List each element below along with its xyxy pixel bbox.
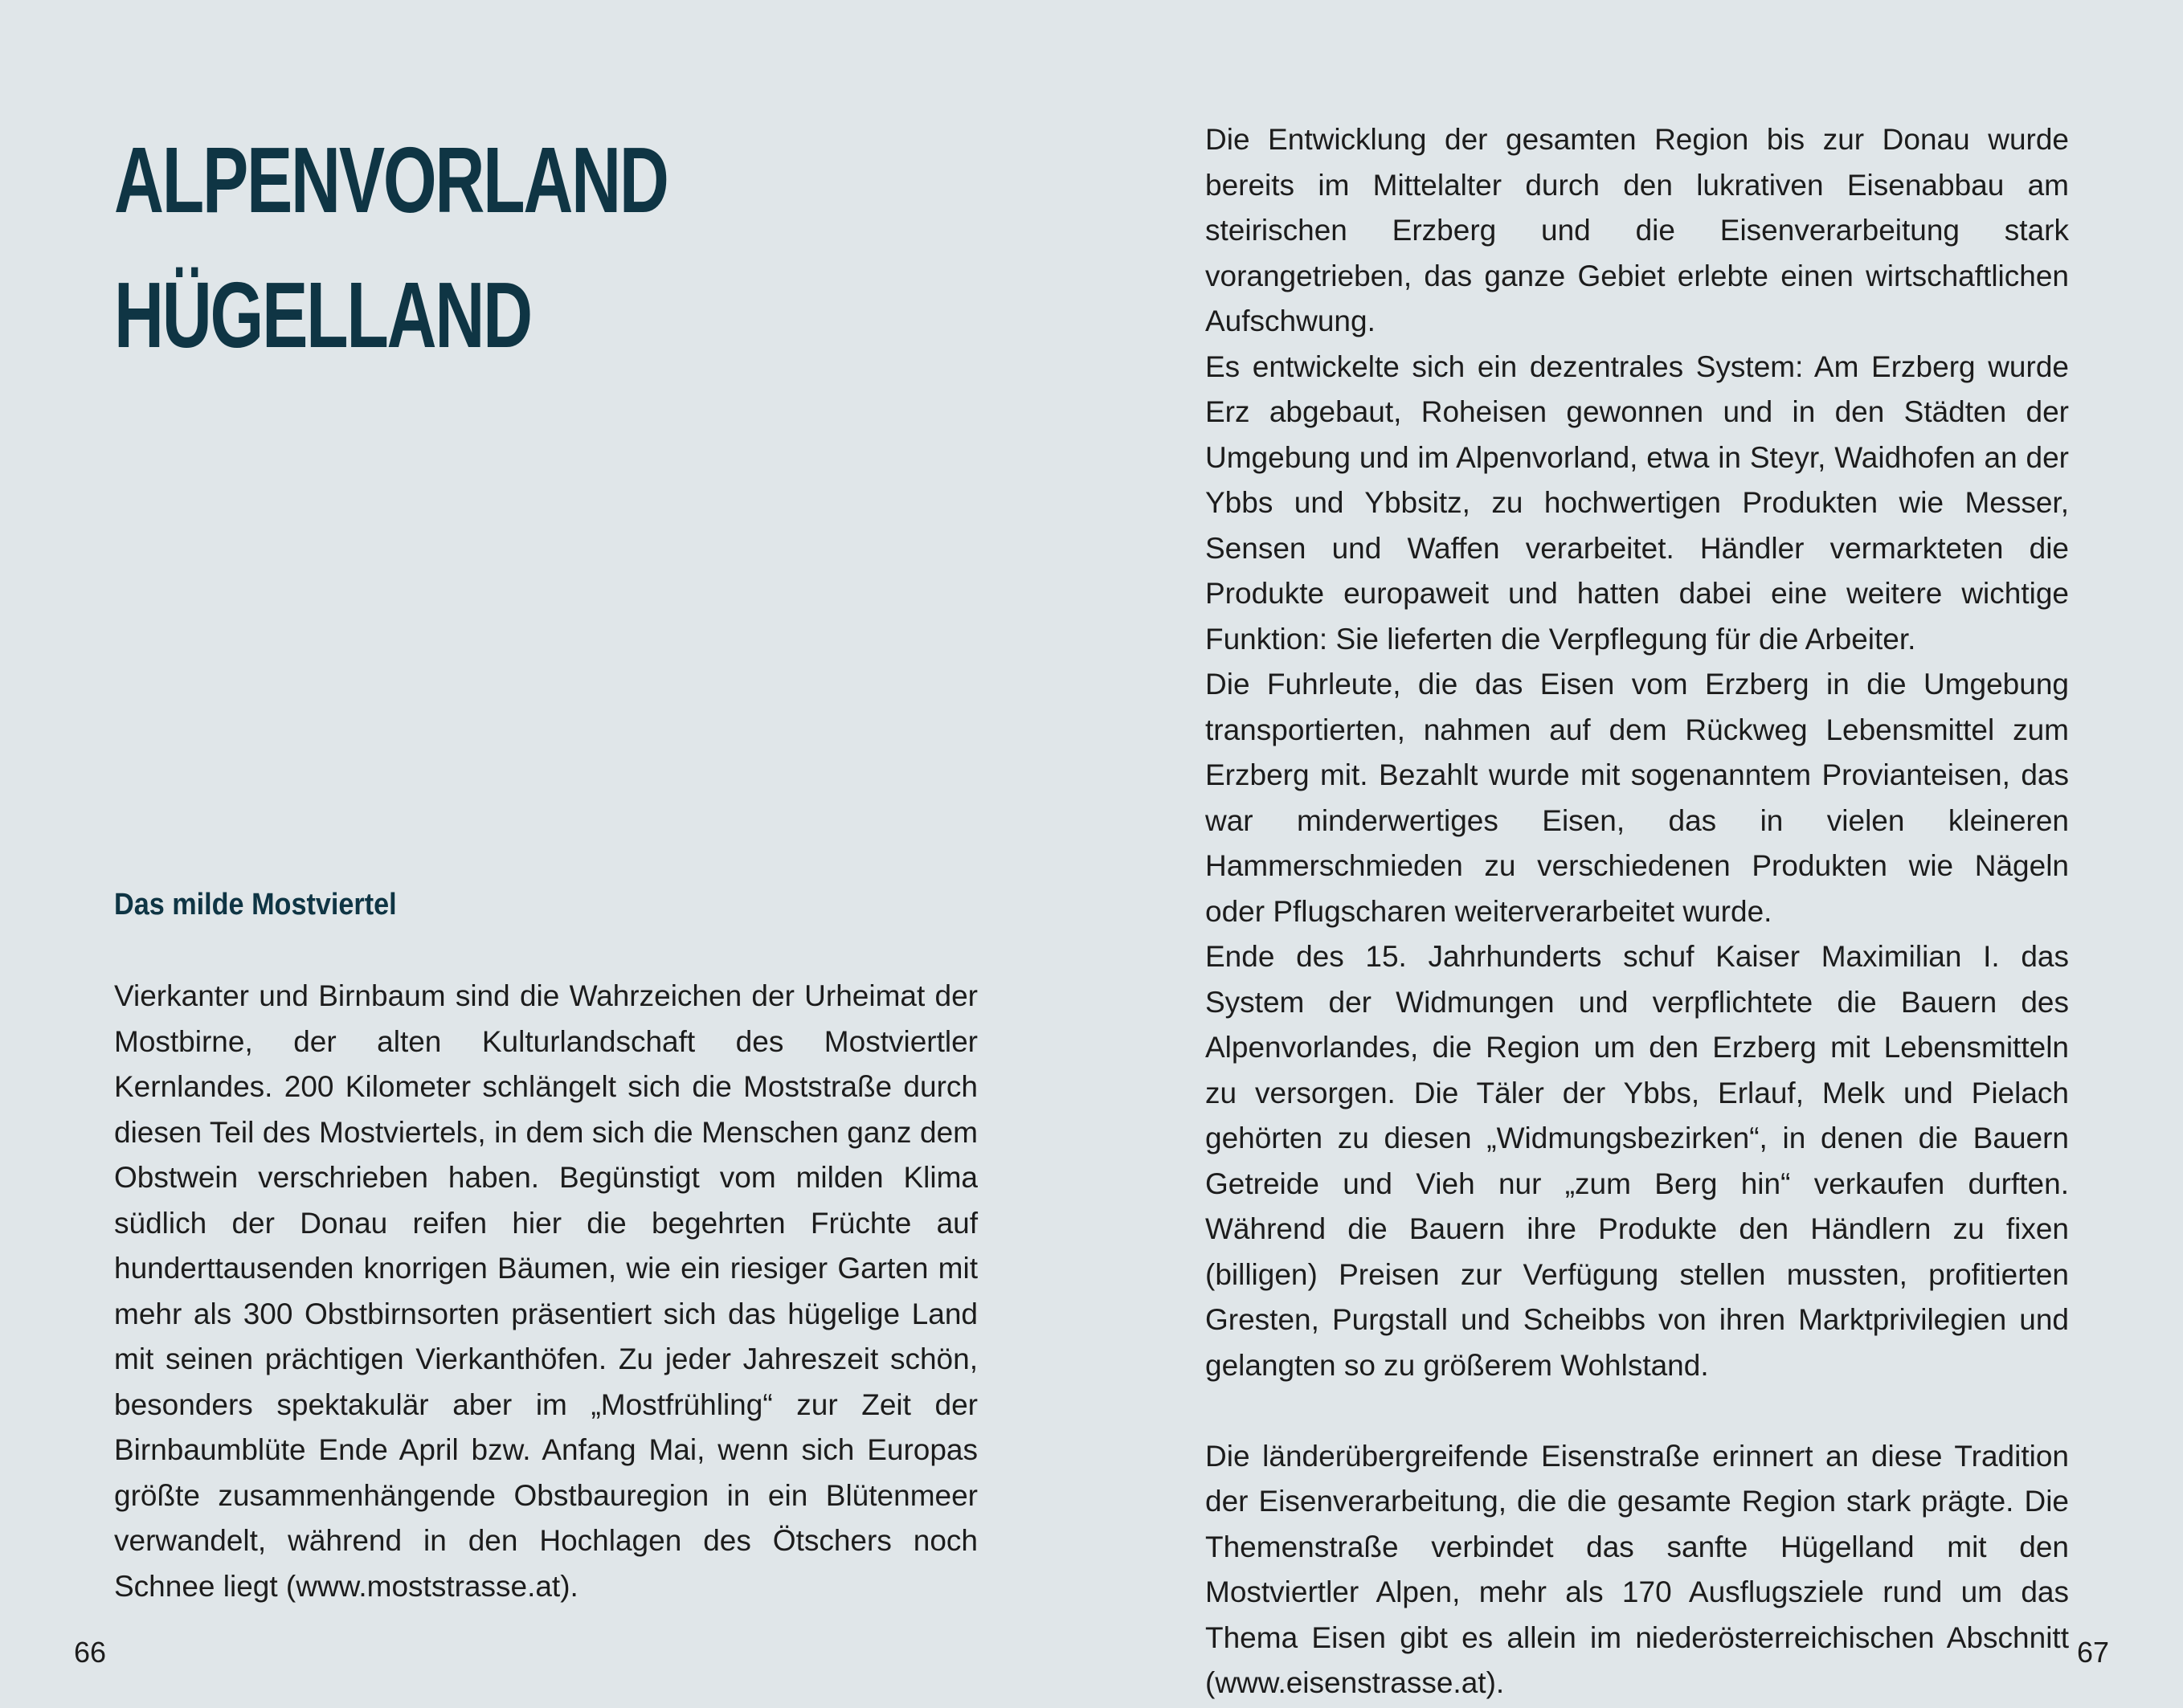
right-page — [1091, 0, 2183, 1708]
paragraph: Vierkanter und Birnbaum sind die Wahrzeichen der Urheimat der Mostbirne, der alten Kulturlandschaft des Mostviertler Kernlandes. 200 Kilometer schlängelt sich die Moststraße durch diesen Teil des Mostviertels, in dem sich die Menschen ganz dem Obstwein verschrieben haben. Begünstigt vom milden Klima südlich der Donau reifen hier die begehrten Früchte auf hunderttausenden knorrigen Bäumen, wie ein riesiger Garten mit mehr als 300 Obstbirnsorten präsentiert sich das hügelige Land mit seinen prächtigen Vierkanthöfen. Zu jeder Jahreszeit schön, besonders spektakulär aber im „Mostfrühling“ zur Zeit der Birnbaumblüte Ende April bzw. Anfang Mai, wenn sich Europas größte zusammenhängende Obstbauregion in ein Blütenmeer verwandelt, während in den Hochlagen des Ötschers noch Schnee liegt (www.moststrasse.at). — [114, 979, 978, 1603]
paragraph: Es entwickelte sich ein dezentrales System: Am Erzberg wurde Erz abgebaut, Roheisen gewonnen und in den Städten der Umgebung und im Alpenvorland, etwa in Steyr, Waidhofen an der Ybbs und Ybbsitz, zu hochwertigen Produkten wie Messer, Sensen und Waffen verarbeitet. Händler vermarkteten die Produkte europaweit und hatten dabei eine weitere wichtige Funktion: Sie lieferten die Verpflegung für die Arbeiter. — [1205, 349, 2069, 656]
left-body-text — [114, 974, 978, 1609]
chapter-title-line-2: HÜGELLAND — [114, 263, 531, 367]
paragraph-spacer — [1205, 1388, 2069, 1434]
paragraph: Ende des 15. Jahrhunderts schuf Kaiser Maximilian I. das System der Widmungen und verpflichtete die Bauern des Alpenvorlandes, die Region um den Erzberg mit Lebensmitteln zu versorgen. Die Täler der Ybbs, Erlauf, Melk und Pielach gehörten zu diesen „Widmungsbezirken“, in denen die Bauern Getreide und Vieh nur „zum Berg hin“ verkaufen durften. Während die Bauern ihre Produkte den Händlern zu fixen (billigen) Preisen zur Verfügung stellen mussten, profitierten Gresten, Purgstall und Scheibbs von ihren Marktprivilegien und gelangten so zu größerem Wohlstand. — [1205, 940, 2069, 1382]
page-number-right: 67 — [2076, 1636, 2109, 1669]
chapter-title-line-1: ALPENVORLAND — [114, 128, 668, 232]
paragraph: Die länderübergreifende Eisenstraße erinnert an diese Tradition der Eisenverarbeitung, die die gesamte Region stark prägte. Die Themenstraße verbindet das sanfte Hügelland mit den Mostviertler Alpen, mehr als 170 Ausflugsziele rund um das Thema Eisen gibt es allein im niederösterreichischen Abschnitt (www.eisenstrasse.at). — [1205, 1439, 2069, 1699]
chapter-title — [114, 112, 668, 382]
paragraph: Die Fuhrleute, die das Eisen vom Erzberg in die Umgebung transportierten, nahmen auf dem Rückweg Lebensmittel zum Erzberg mit. Bezahlt wurde mit sogenanntem Provianteisen, das war minderwertiges Eisen, das in vielen kleineren Hammerschmieden zu verschiedenen Produkten wie Nägeln oder Pflugscharen weiterverarbeitet wurde. — [1205, 668, 2069, 928]
left-page — [0, 0, 1091, 1708]
paragraph: Die Entwicklung der gesamten Region bis zur Donau wurde bereits im Mittelalter durch den lukrativen Eisenabbau am steirischen Erzberg und die Eisenverarbeitung stark vorangetrieben, das ganze Gebiet erlebte einen wirtschaftlichen Aufschwung. — [1205, 123, 2069, 337]
section-subheading: Das milde Mostviertel — [114, 888, 397, 921]
right-body-text — [1205, 117, 2069, 1706]
page-number-left: 66 — [74, 1636, 107, 1669]
